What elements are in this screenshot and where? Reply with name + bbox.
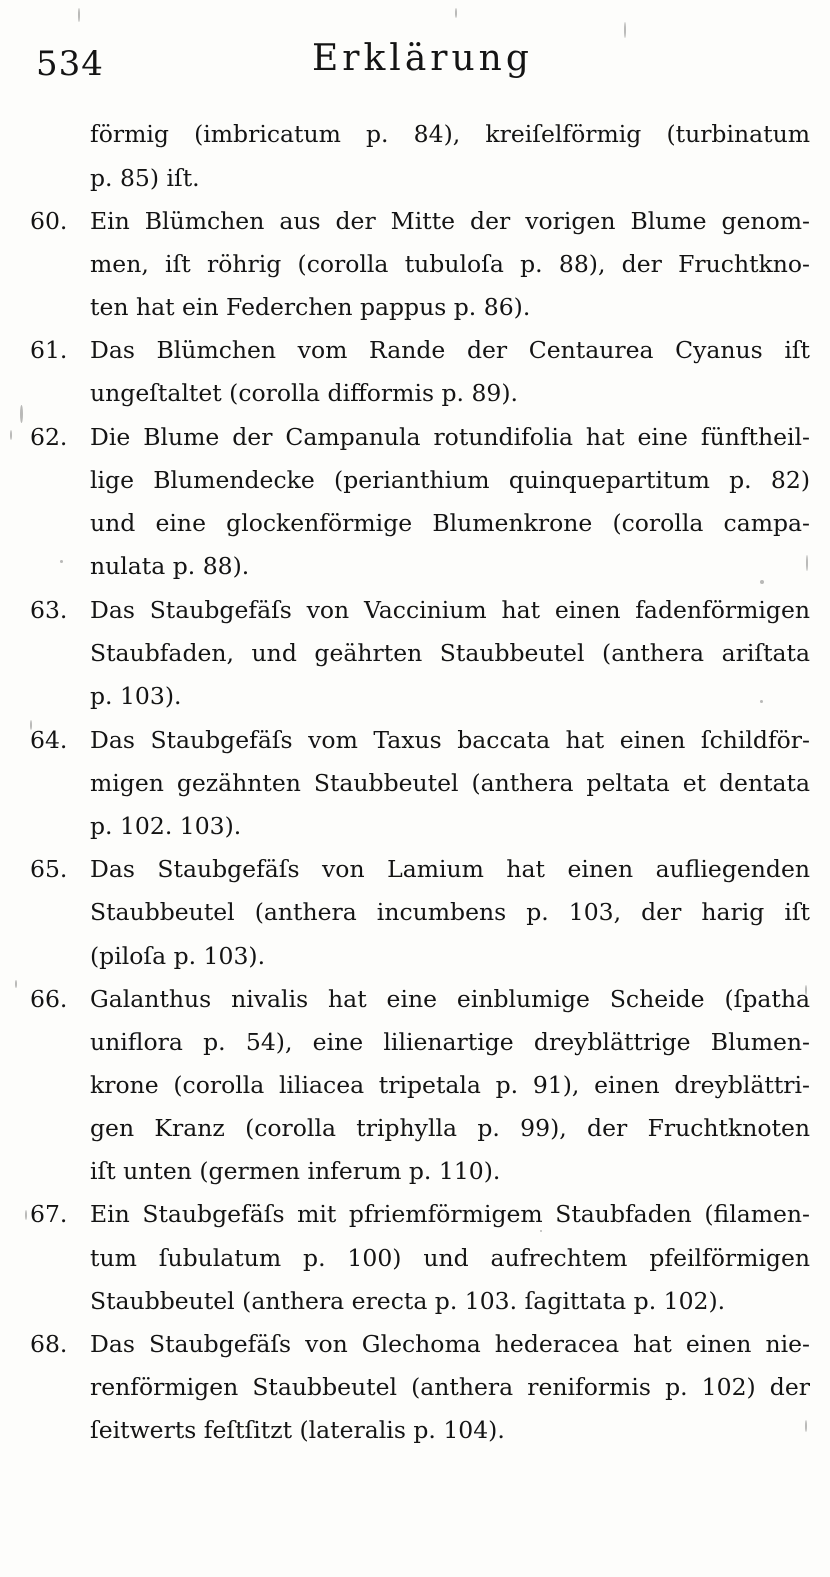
scan-speck (760, 580, 764, 584)
text-line (30, 1408, 810, 1452)
text-line (30, 501, 810, 545)
text-line (30, 328, 810, 372)
scan-speck (25, 1210, 27, 1220)
line-text: Ein Staubgefäſs mit pfriemförmigem Staubfaden (filamen- (90, 1200, 810, 1228)
scan-speck (805, 1420, 807, 1432)
item-number: 65. (30, 855, 68, 883)
text-line (30, 285, 810, 329)
line-text: Das Staubgefäſs vom Taxus baccata hat einen ſchildför- (90, 726, 810, 754)
line-text: ten hat ein Federchen pappus p. 86). (90, 293, 531, 321)
line-text: p. 102. 103). (90, 812, 242, 840)
scan-speck (15, 980, 17, 988)
item-number: 60. (30, 207, 68, 235)
text-line (30, 1236, 810, 1280)
scan-speck (30, 720, 32, 730)
scan-speck (78, 8, 80, 22)
item-number: 68. (30, 1330, 68, 1358)
text-line (30, 847, 810, 891)
line-text: p. 103). (90, 682, 182, 710)
item-number: 64. (30, 726, 68, 754)
scan-speck (624, 22, 626, 38)
text-line (30, 199, 810, 243)
text-line (30, 242, 810, 286)
line-text: ſeitwerts feſtſitzt (lateralis p. 104). (90, 1416, 505, 1444)
text-line (30, 977, 810, 1021)
line-text: Staubbeutel (anthera erecta p. 103. ſagittata p. 102). (90, 1287, 726, 1315)
item-number: 63. (30, 596, 68, 624)
text-line (30, 1149, 810, 1193)
text-line (30, 371, 810, 415)
scan-speck (805, 985, 807, 995)
text-line (30, 1322, 810, 1366)
item-number: 62. (30, 423, 68, 451)
scan-speck (20, 405, 23, 423)
item-number: 66. (30, 985, 68, 1013)
text-line (30, 156, 810, 200)
text-line (30, 761, 810, 805)
scan-speck (60, 560, 63, 563)
text-line (30, 588, 810, 632)
line-text: nulata p. 88). (90, 552, 250, 580)
text-line (30, 890, 810, 934)
line-text: lige Blumendecke (perianthium quinquepartitum p. 82) (90, 466, 810, 494)
text-line (30, 631, 810, 675)
scan-speck (540, 1230, 542, 1232)
line-text: Das Staubgefäſs von Glechoma hederacea hat einen nie- (90, 1330, 810, 1358)
line-text: migen gezähnten Staubbeutel (anthera peltata et dentata (90, 769, 810, 797)
line-text: tum ſubulatum p. 100) und aufrechtem pfeilförmigen (90, 1244, 810, 1272)
scan-speck (10, 430, 12, 440)
line-text: Das Blümchen vom Rande der Centaurea Cyanus iſt (90, 336, 810, 364)
line-text: iſt unten (germen inferum p. 110). (90, 1157, 501, 1185)
text-line (30, 458, 810, 502)
line-text: Staubbeutel (anthera incumbens p. 103, der harig iſt (90, 898, 810, 926)
line-text: Ein Blümchen aus der Mitte der vorigen Blume genom- (90, 207, 810, 235)
text-line (30, 1192, 810, 1236)
line-text: (piloſa p. 103). (90, 942, 266, 970)
text-line (30, 804, 810, 848)
page-number: 534 (36, 44, 104, 84)
text-line (30, 415, 810, 459)
line-text: uniflora p. 54), eine lilienartige dreyblättrige Blumen- (90, 1028, 810, 1056)
line-text: und eine glockenförmige Blumenkrone (corolla campa- (90, 509, 810, 537)
line-text: Das Staubgefäſs von Vaccinium hat einen fadenförmigen (90, 596, 810, 624)
scan-speck (806, 555, 808, 571)
text-line (30, 1020, 810, 1064)
line-text: Galanthus nivalis hat eine einblumige Scheide (ſpatha (90, 985, 810, 1013)
text-line (30, 674, 810, 718)
line-text: Das Staubgefäſs von Lamium hat einen aufliegenden (90, 855, 810, 883)
line-text: men, iſt röhrig (corolla tubuloſa p. 88), der Fruchtkno- (90, 250, 810, 278)
text-line (30, 934, 810, 978)
line-text: gen Kranz (corolla triphylla p. 99), der Fruchtknoten (90, 1114, 810, 1142)
text-line (30, 1106, 810, 1150)
line-text: renförmigen Staubbeutel (anthera reniformis p. 102) der (90, 1373, 810, 1401)
line-text: Die Blume der Campanula rotundifolia hat eine fünftheil- (90, 423, 810, 451)
text-line (30, 1279, 810, 1323)
text-line (30, 1063, 810, 1107)
line-text: förmig (imbricatum p. 84), kreiſelförmig (turbinatum (90, 120, 810, 148)
line-text: p. 85) iſt. (90, 164, 200, 192)
scan-speck (455, 8, 457, 18)
text-line (30, 718, 810, 762)
text-line (30, 112, 810, 156)
scan-speck (760, 700, 763, 703)
line-text: krone (corolla liliacea tripetala p. 91), einen dreyblättri- (90, 1071, 810, 1099)
item-number: 67. (30, 1200, 68, 1228)
text-line (30, 1365, 810, 1409)
line-text: Staubfaden, und geährten Staubbeutel (anthera ariſtata (90, 639, 810, 667)
text-line (30, 544, 810, 588)
item-number: 61. (30, 336, 68, 364)
running-head: Erklärung (312, 38, 533, 79)
line-text: ungeſtaltet (corolla difformis p. 89). (90, 379, 519, 407)
